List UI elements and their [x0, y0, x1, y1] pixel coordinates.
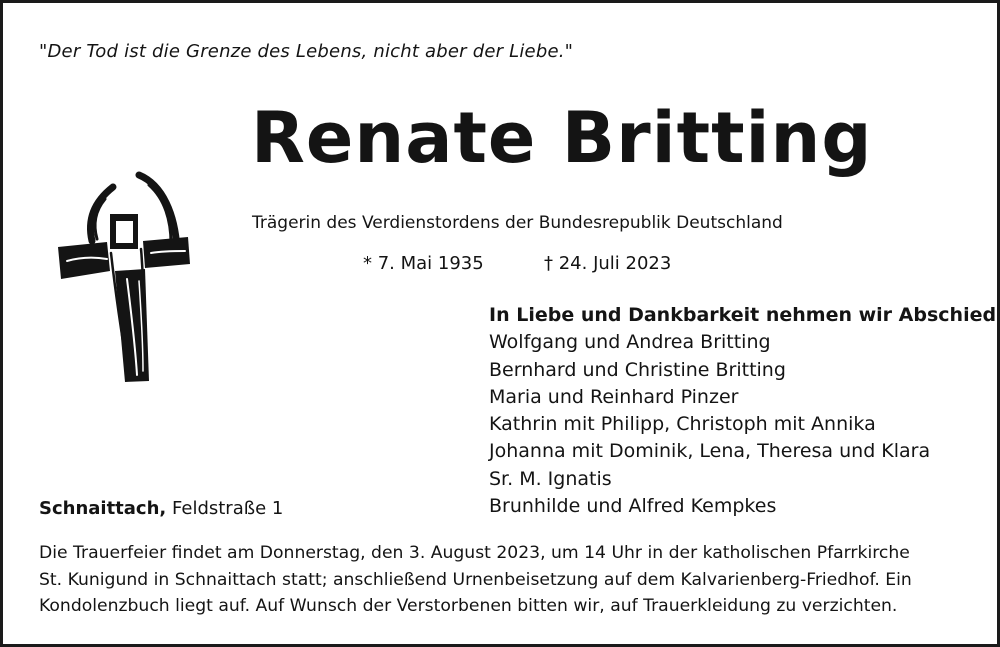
funeral-service-info	[39, 540, 979, 620]
death-date: † 24. Juli 2023	[544, 253, 672, 274]
service-line: Die Trauerfeier findet am Donnerstag, den 3. August 2023, um 14 Uhr in der katholischen Pfarrkirche	[39, 543, 910, 563]
family-address	[39, 498, 283, 519]
service-line: St. Kunigund in Schnaittach statt; anschließend Urnenbeisetzung auf dem Kalvarienberg-Friedhof. Ein	[39, 569, 912, 590]
risen-christ-cross-icon	[55, 171, 195, 386]
mourner-entry: Sr. M. Ignatis	[489, 467, 612, 490]
address-town: Schnaittach,	[39, 498, 167, 519]
honor-subtitle: Trägerin des Verdienstordens der Bundesrepublik Deutschland	[252, 213, 783, 233]
mourner-entry: Bernhard und Christine Britting	[489, 358, 786, 381]
memorial-quote: "Der Tod ist die Grenze des Lebens, nicht aber der Liebe."	[39, 41, 574, 62]
mourner-entry: Wolfgang und Andrea Britting	[489, 331, 771, 354]
address-street: Feldstraße 1	[172, 498, 284, 519]
deceased-name: Renate Britting	[251, 97, 873, 179]
mourners-heading: In Liebe und Dankbarkeit nehmen wir Abschied	[489, 304, 997, 326]
mourners-list	[489, 302, 996, 520]
mourner-entry: Johanna mit Dominik, Lena, Theresa und Klara	[489, 440, 931, 463]
service-line: Kondolenzbuch liegt auf. Auf Wunsch der Verstorbenen bitten wir, auf Trauerkleidung zu verzichten.	[39, 596, 898, 616]
mourner-entry: Kathrin mit Philipp, Christoph mit Annika	[489, 413, 876, 436]
mourner-entry: Maria und Reinhard Pinzer	[489, 385, 739, 408]
birth-date: * 7. Mai 1935	[363, 253, 484, 274]
mourner-entry: Brunhilde und Alfred Kempkes	[489, 495, 777, 518]
